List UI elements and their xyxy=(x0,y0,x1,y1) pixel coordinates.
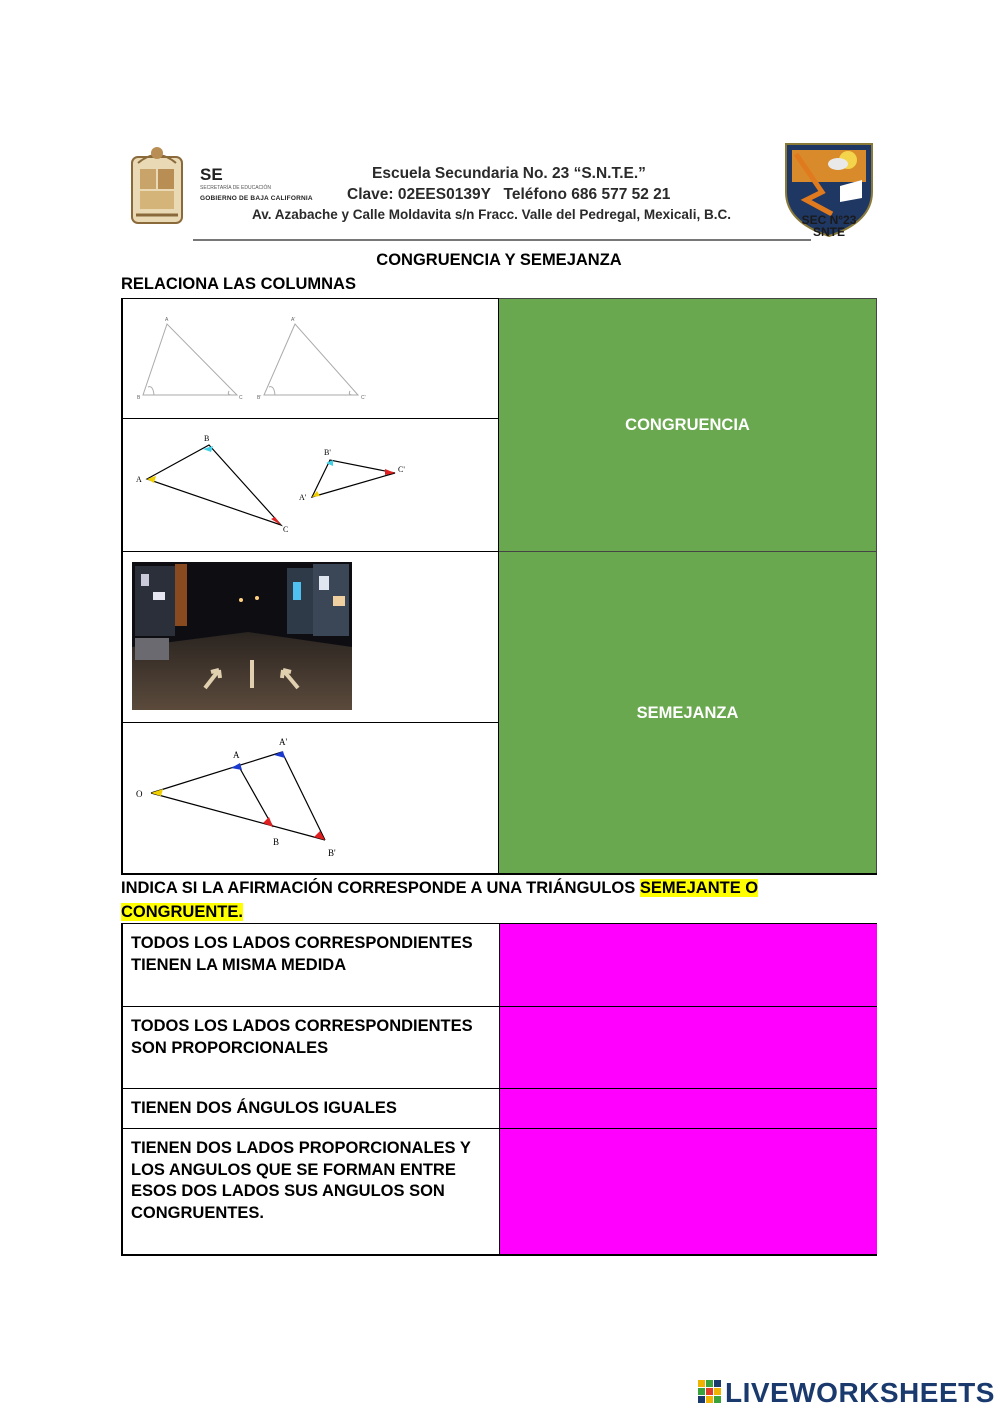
congruent-triangles-figure xyxy=(123,299,499,417)
statements-table xyxy=(121,923,877,1256)
school-clave-phone: Clave: 02EES0139Y Teléfono 686 577 52 21 xyxy=(347,186,671,203)
se-line2: GOBIERNO DE BAJA CALIFORNIA xyxy=(200,195,313,202)
fig4-label-b: B xyxy=(273,837,280,847)
fig1-label-b: B xyxy=(137,395,141,401)
option-semejanza-label: SEMEJANZA xyxy=(636,703,739,722)
state-crest-logo xyxy=(128,143,186,231)
figure-cell-similar-triangles xyxy=(121,418,499,551)
se-line1: SECRETARÍA DE EDUCACIÓN xyxy=(200,185,272,191)
statements-table-bottom-border xyxy=(121,1254,877,1256)
fig4-label-a: A xyxy=(233,750,240,760)
match-table-bottom-border xyxy=(121,873,877,875)
emblem-text-snte: SNTE xyxy=(812,225,846,238)
statement-instruction xyxy=(121,876,861,924)
fig4-label-o: O xyxy=(136,789,143,799)
figure-cell-congruent-triangles xyxy=(121,298,499,418)
fig1-label-b-prime: B' xyxy=(257,395,262,401)
school-name: Escuela Secundaria No. 23 “S.N.T.E.” xyxy=(372,165,646,182)
match-instruction: RELACIONA LAS COLUMNAS xyxy=(121,275,356,293)
fig4-label-a-prime: A' xyxy=(279,737,288,747)
liveworksheets-brand-text: LIVEWORKSHEETS xyxy=(725,1377,995,1408)
fig4-label-b-prime: B' xyxy=(328,848,336,858)
se-abbr: SE xyxy=(200,165,223,184)
street-night-photo xyxy=(123,552,499,721)
answer-dropzone-3[interactable] xyxy=(499,1088,877,1128)
se-logo xyxy=(198,165,348,205)
answer-dropzone-1[interactable] xyxy=(499,923,877,1006)
fig1-label-c-prime: C' xyxy=(361,395,366,401)
page-title: CONGRUENCIA Y SEMEJANZA xyxy=(376,251,622,269)
school-emblem-logo xyxy=(782,142,876,238)
fig2-label-c: C xyxy=(283,525,289,534)
fig2-label-c-prime: C' xyxy=(398,465,405,474)
statement-instruction-highlight: SEMEJANTE O CONGRUENTE. xyxy=(121,879,759,921)
answer-dropzone-2[interactable] xyxy=(499,1006,877,1088)
fig1-label-a: A xyxy=(165,317,169,323)
answer-dropzone-4[interactable] xyxy=(499,1128,877,1256)
fig2-label-b: B xyxy=(204,434,210,443)
statement-row-2: TODOS LOS LADOS CORRESPONDIENTES SON PROPORCIONALES xyxy=(121,1006,499,1088)
similar-triangles-figure xyxy=(123,419,499,550)
option-congruencia[interactable] xyxy=(499,298,877,551)
statement-row-3: TIENEN DOS ÁNGULOS IGUALES xyxy=(121,1088,499,1128)
option-congruencia-label: CONGRUENCIA xyxy=(625,415,750,434)
figure-cell-street-photo xyxy=(121,551,499,722)
school-address: Av. Azabache y Calle Moldavita s/n Fracc. Valle del Pedregal, Mexicali, B.C. xyxy=(252,207,731,222)
match-table xyxy=(121,298,877,874)
figure-cell-homothety xyxy=(121,722,499,874)
fig2-label-a: A xyxy=(136,475,142,484)
option-semejanza[interactable] xyxy=(499,551,877,874)
homothety-figure xyxy=(123,723,499,873)
emblem-text-sec: SEC N°23 xyxy=(801,213,857,227)
header-divider xyxy=(193,239,811,241)
fig1-label-c: C xyxy=(239,395,243,401)
liveworksheets-icon xyxy=(698,1380,722,1404)
fig2-label-a-prime: A' xyxy=(299,493,307,502)
statement-row-4: TIENEN DOS LADOS PROPORCIONALES Y LOS ANGULOS QUE SE FORMAN ENTRE ESOS DOS LADOS SUS ANGULOS SON CONGRUENTES. xyxy=(121,1128,499,1256)
fig2-label-b-prime: B' xyxy=(324,448,331,457)
statement-instruction-text: INDICA SI LA AFIRMACIÓN CORRESPONDE A UNA TRIÁNGULOS xyxy=(121,879,640,897)
statement-row-1: TODOS LOS LADOS CORRESPONDIENTES TIENEN LA MISMA MEDIDA xyxy=(121,923,499,1006)
fig1-label-a-prime: A' xyxy=(291,317,296,323)
